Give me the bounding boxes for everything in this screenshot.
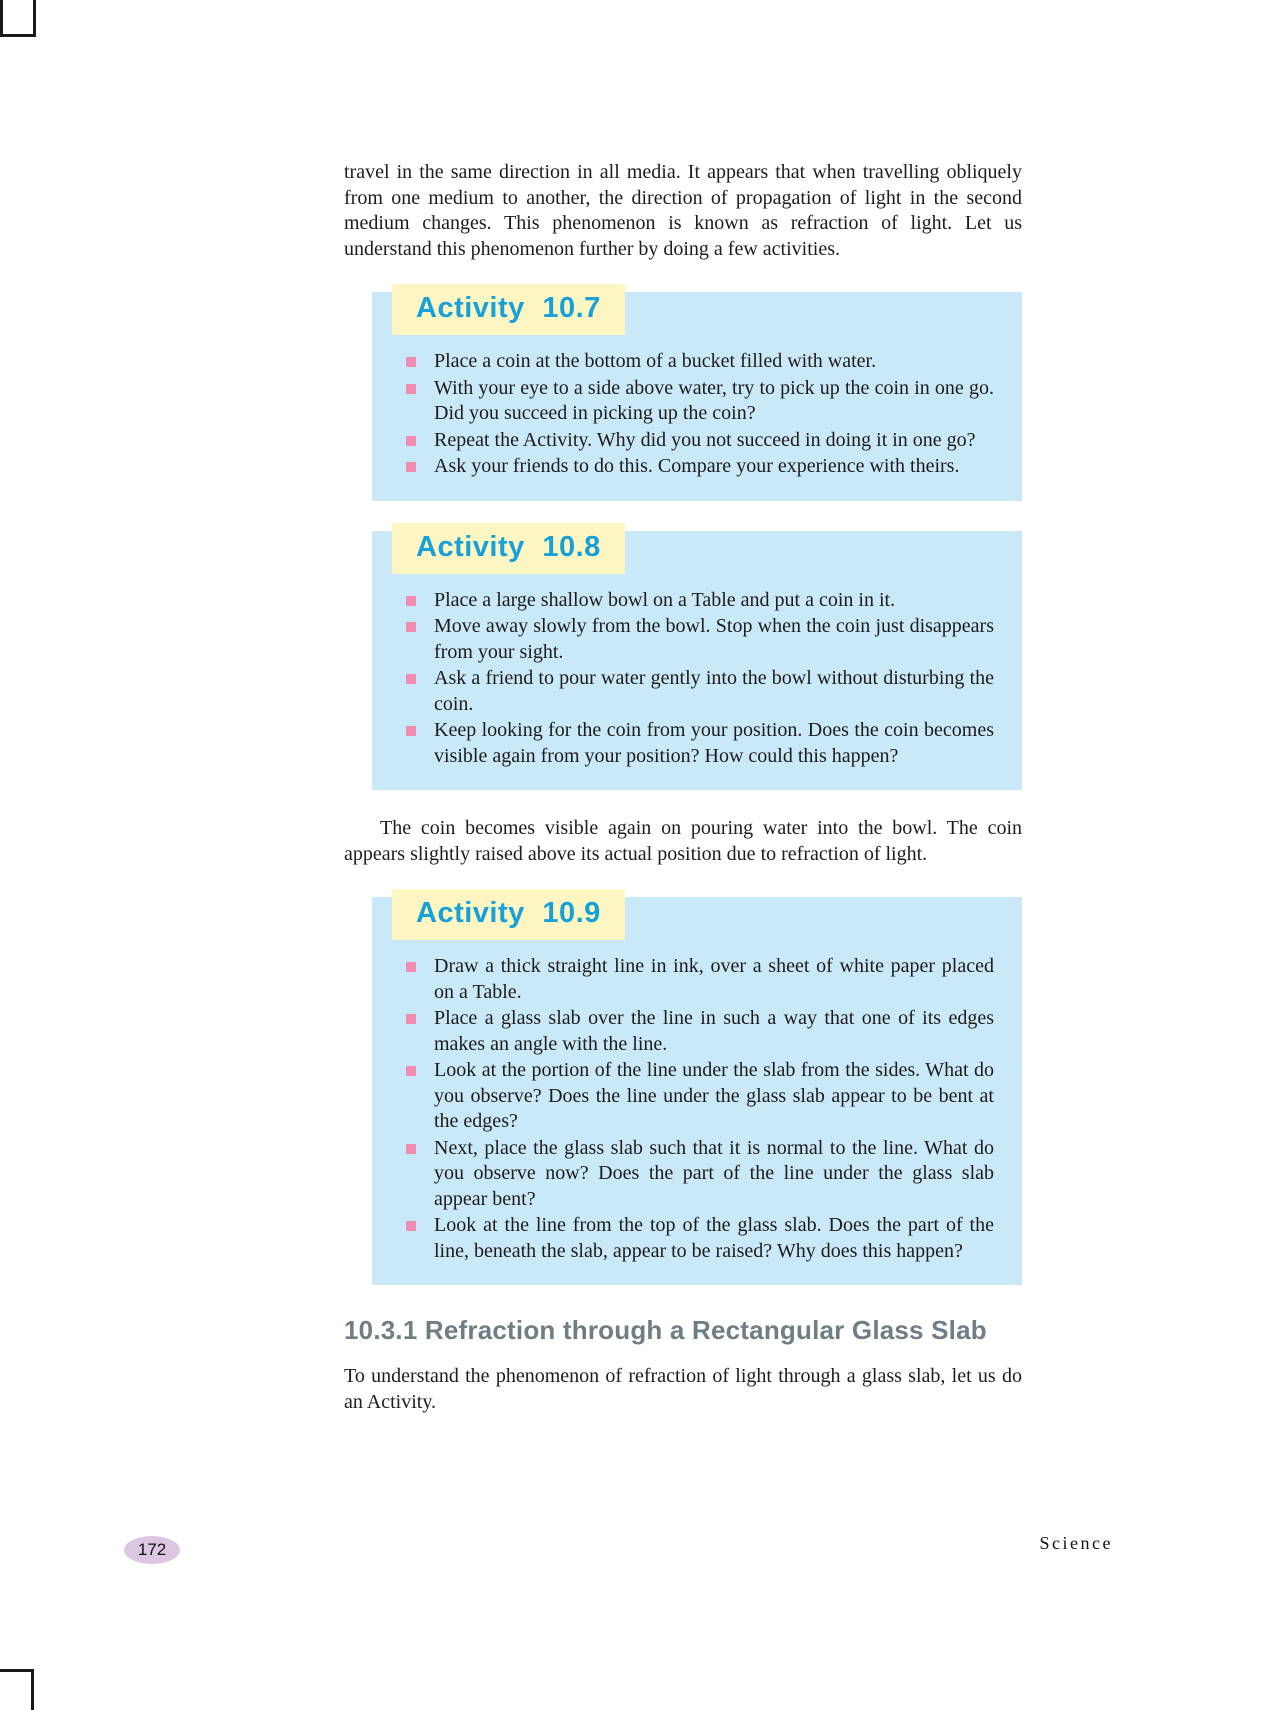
square-bullet-icon <box>406 622 416 632</box>
activity-steps-list <box>404 954 994 1264</box>
crop-mark-bottom-left-icon <box>0 1669 34 1710</box>
activity-step <box>404 376 994 427</box>
activity-steps-list <box>404 349 994 480</box>
square-bullet-icon <box>406 596 416 606</box>
square-bullet-icon <box>406 962 416 972</box>
activity-step-text: With your eye to a side above water, try to pick up the coin in one go. Did you succeed in picking up the coin? <box>434 376 994 424</box>
page-number-badge: 172 <box>124 1536 180 1564</box>
activity-title-band: Activity 10.8 <box>392 523 625 574</box>
activity-box-10-7 <box>372 292 1022 501</box>
activity-step-text: Place a glass slab over the line in such a way that one of its edges makes an angle with the line. <box>434 1007 994 1055</box>
square-bullet-icon <box>406 1014 416 1024</box>
section-heading: 10.3.1 Refraction through a Rectangular Glass Slab <box>344 1315 987 1345</box>
square-bullet-icon <box>406 384 416 394</box>
activity-step <box>404 614 994 665</box>
closing-paragraph: To understand the phenomenon of refraction of light through a glass slab, let us do an Activity. <box>344 1365 1022 1413</box>
activity-step-text: Draw a thick straight line in ink, over a sheet of white paper placed on a Table. <box>434 955 994 1003</box>
activity-step <box>404 349 994 375</box>
activity-title-band: Activity 10.9 <box>392 889 625 940</box>
intro-paragraph: travel in the same direction in all media. It appears that when travelling obliquely from one medium to another, the direction of propagation of light in the second medium changes. This phenomenon is known as refraction of light. Let us understand this phenomenon further by doing a few activities. <box>344 161 1022 260</box>
activity-step-text: Look at the portion of the line under the slab from the sides. What do you observe? Does the line under the glass slab appear to be bent at the edges? <box>434 1059 994 1132</box>
activity-steps-list <box>404 588 994 770</box>
activity-step-text: Ask a friend to pour water gently into the bowl without disturbing the coin. <box>434 667 994 715</box>
book-title: Science <box>1039 1533 1113 1553</box>
activity-step <box>404 1006 994 1057</box>
square-bullet-icon <box>406 1221 416 1231</box>
activity-step-text: Next, place the glass slab such that it is normal to the line. What do you observe now? Does the part of the line under the glass slab appear bent? <box>434 1136 994 1210</box>
activity-step-text: Keep looking for the coin from your position. Does the coin becomes visible again from your position? How could this happen? <box>434 719 994 767</box>
mid-paragraph: The coin becomes visible again on pouring water into the bowl. The coin appears slightly raised above its actual position due to refraction of light. <box>344 817 1022 865</box>
activity-step <box>404 588 994 614</box>
activity-step-text: Place a coin at the bottom of a bucket filled with water. <box>434 350 877 372</box>
square-bullet-icon <box>406 462 416 472</box>
square-bullet-icon <box>406 1144 416 1154</box>
activity-step-text: Ask your friends to do this. Compare your experience with theirs. <box>434 455 960 477</box>
square-bullet-icon <box>406 674 416 684</box>
activity-step <box>404 1058 994 1135</box>
activity-step <box>404 718 994 769</box>
activity-step <box>404 954 994 1005</box>
activity-step <box>404 666 994 717</box>
crop-mark-top-left-icon <box>0 0 36 37</box>
square-bullet-icon <box>406 1066 416 1076</box>
square-bullet-icon <box>406 357 416 367</box>
activity-step <box>404 1136 994 1213</box>
activity-title-band: Activity 10.7 <box>392 284 625 335</box>
square-bullet-icon <box>406 436 416 446</box>
activity-box-10-9 <box>372 897 1022 1285</box>
page-content <box>344 160 1022 1415</box>
activity-step-text: Move away slowly from the bowl. Stop when the coin just disappears from your sight. <box>434 615 994 663</box>
activity-step-text: Repeat the Activity. Why did you not succeed in doing it in one go? <box>434 428 976 451</box>
activity-step <box>404 1213 994 1264</box>
activity-step-text: Place a large shallow bowl on a Table and put a coin in it. <box>434 588 896 611</box>
activity-box-10-8 <box>372 531 1022 791</box>
activity-step <box>404 428 994 454</box>
activity-step-text: Look at the line from the top of the glass slab. Does the part of the line, beneath the slab, appear to be raised? Why does this happen? <box>434 1214 994 1262</box>
activity-step <box>404 454 994 480</box>
square-bullet-icon <box>406 726 416 736</box>
